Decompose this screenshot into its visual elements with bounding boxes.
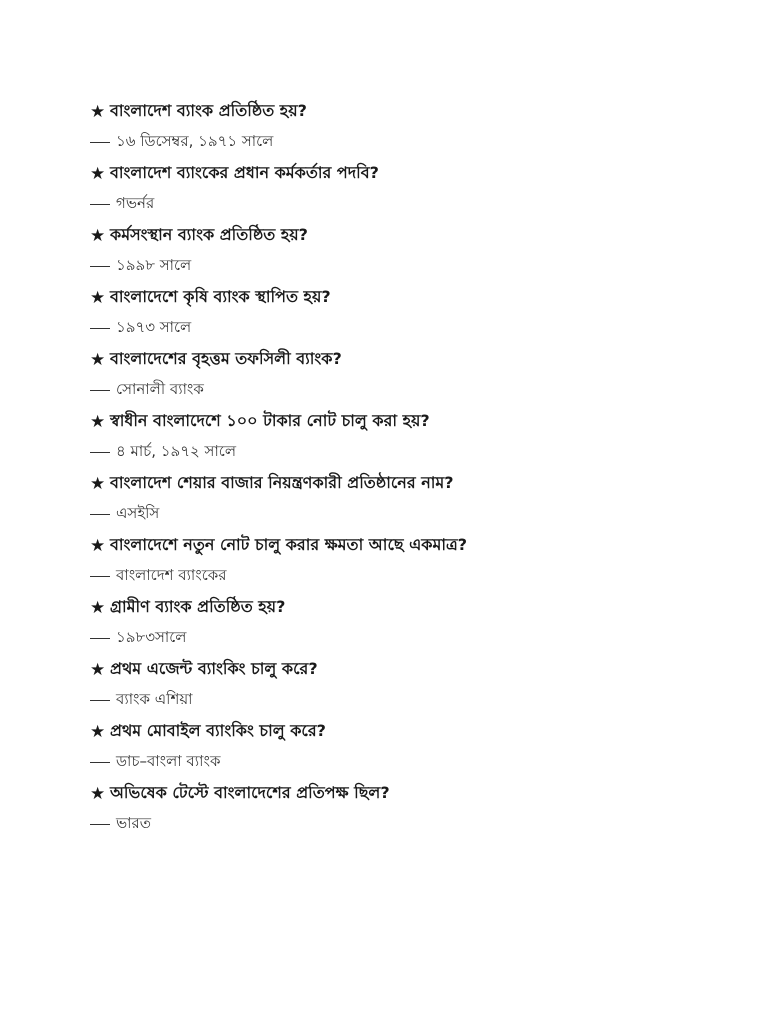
answer-line (90, 747, 730, 778)
dash-icon (90, 638, 110, 639)
qa-item (90, 220, 730, 282)
answer-line (90, 375, 730, 406)
question-text: বাংলাদেশে কৃষি ব্যাংক স্থাপিত হয়? (110, 287, 331, 306)
qa-item (90, 654, 730, 716)
dash-icon (90, 204, 110, 205)
star-icon: ★ (90, 721, 106, 742)
question-text: স্বাধীন বাংলাদেশে ১০০ টাকার নোট চালু করা হয়? (110, 411, 430, 430)
dash-icon (90, 824, 110, 825)
qa-item (90, 468, 730, 530)
qa-item (90, 778, 730, 840)
qa-item (90, 96, 730, 158)
star-icon: ★ (90, 163, 106, 184)
dash-icon (90, 700, 110, 701)
dash-icon (90, 390, 110, 391)
answer-text: ব্যাংক এশিয়া (116, 690, 193, 708)
answer-text: ১৯৯৮ সালে (116, 256, 192, 274)
qa-item (90, 344, 730, 406)
star-icon: ★ (90, 101, 106, 122)
question-line (90, 716, 730, 747)
qa-item (90, 158, 730, 220)
qa-document (90, 96, 730, 840)
question-text: বাংলাদেশ ব্যাংকের প্রধান কর্মকর্তার পদবি? (110, 163, 379, 182)
question-text: প্রথম মোবাইল ব্যাংকিং চালু করে? (110, 721, 326, 740)
star-icon: ★ (90, 597, 106, 618)
answer-line (90, 189, 730, 220)
question-line (90, 592, 730, 623)
answer-text: ৪ মার্চ, ১৯৭২ সালে (116, 442, 237, 460)
question-line (90, 344, 730, 375)
answer-text: সোনালী ব্যাংক (116, 380, 204, 398)
qa-item (90, 530, 730, 592)
question-line (90, 468, 730, 499)
star-icon: ★ (90, 473, 106, 494)
star-icon: ★ (90, 535, 106, 556)
answer-line (90, 499, 730, 530)
star-icon: ★ (90, 783, 106, 804)
question-text: বাংলাদেশ শেয়ার বাজার নিয়ন্ত্রণকারী প্রতিষ্ঠানের নাম? (110, 473, 454, 492)
answer-line (90, 623, 730, 654)
answer-text: ডাচ–বাংলা ব্যাংক (116, 752, 221, 770)
question-text: প্রথম এজেন্ট ব্যাংকিং চালু করে? (110, 659, 318, 678)
question-text: গ্রামীণ ব্যাংক প্রতিষ্ঠিত হয়? (110, 597, 286, 616)
question-text: বাংলাদেশের বৃহত্তম তফসিলী ব্যাংক? (110, 349, 342, 368)
question-text: কর্মসংস্থান ব্যাংক প্রতিষ্ঠিত হয়? (110, 225, 308, 244)
star-icon: ★ (90, 659, 106, 680)
question-line (90, 654, 730, 685)
star-icon: ★ (90, 349, 106, 370)
star-icon: ★ (90, 225, 106, 246)
answer-text: ১৯৭৩ সালে (116, 318, 192, 336)
answer-line (90, 561, 730, 592)
question-text: অভিষেক টেস্টে বাংলাদেশের প্রতিপক্ষ ছিল? (110, 783, 390, 802)
question-line (90, 158, 730, 189)
dash-icon (90, 514, 110, 515)
answer-text: ১৬ ডিসেম্বর, ১৯৭১ সালে (116, 132, 274, 150)
star-icon: ★ (90, 287, 106, 308)
qa-item (90, 282, 730, 344)
dash-icon (90, 328, 110, 329)
qa-item (90, 406, 730, 468)
qa-item (90, 592, 730, 654)
question-line (90, 530, 730, 561)
answer-line (90, 685, 730, 716)
answer-line (90, 809, 730, 840)
answer-text: ১৯৮৩সালে (116, 628, 187, 646)
answer-line (90, 127, 730, 158)
answer-line (90, 313, 730, 344)
answer-text: ভারত (116, 814, 152, 832)
dash-icon (90, 142, 110, 143)
question-line (90, 220, 730, 251)
question-line (90, 282, 730, 313)
question-line (90, 96, 730, 127)
dash-icon (90, 576, 110, 577)
dash-icon (90, 452, 110, 453)
question-text: বাংলাদেশে নতুন নোট চালু করার ক্ষমতা আছে একমাত্র? (110, 535, 468, 554)
answer-text: গভর্নর (116, 194, 155, 212)
answer-line (90, 251, 730, 282)
question-line (90, 406, 730, 437)
question-text: বাংলাদেশ ব্যাংক প্রতিষ্ঠিত হয়? (110, 101, 307, 120)
dash-icon (90, 762, 110, 763)
question-line (90, 778, 730, 809)
dash-icon (90, 266, 110, 267)
qa-item (90, 716, 730, 778)
answer-text: এসইসি (116, 504, 160, 522)
answer-line (90, 437, 730, 468)
star-icon: ★ (90, 411, 106, 432)
answer-text: বাংলাদেশ ব্যাংকের (116, 566, 227, 584)
